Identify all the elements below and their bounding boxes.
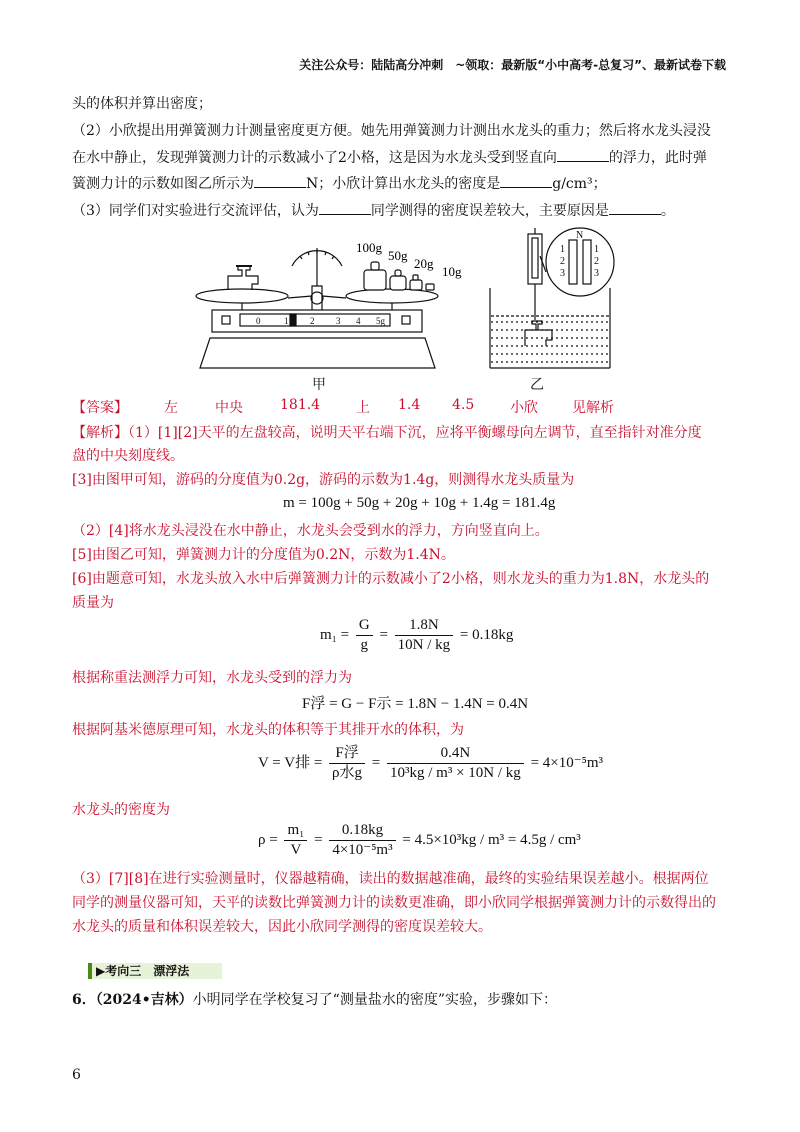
formula-result: = 4×10⁻⁵m³: [530, 754, 604, 771]
frac-num: 0.4N: [387, 745, 524, 764]
weight-label: 100g: [356, 240, 382, 255]
question-text: 同学测得的密度误差较大，主要原因是: [370, 203, 609, 219]
scale-label: 1: [284, 316, 289, 326]
analysis-line: [6]由题意可知，水龙头放入水中后弹簧测力计的示数减小了2小格，则水龙头的重力为1.8N，水龙头的: [72, 571, 710, 587]
question-source: （2024•吉林）: [95, 992, 193, 1008]
weight-label: 10g: [442, 264, 462, 279]
question-text: （3）同学们对实验进行交流评估，认为: [72, 203, 319, 219]
question-text: N；小欣计算出水龙头的密度是: [306, 176, 501, 192]
analysis-line: （3）[7][8]在进行实验测量时，仪器越精确，读出的数据越准确，最终的实验结果误差越小。根据两位: [72, 871, 709, 887]
frac-num: F浮: [329, 745, 365, 764]
scale-label: 4: [356, 316, 361, 326]
formula-result: = 0.18kg: [459, 626, 514, 643]
scale-label: 3: [594, 268, 599, 279]
formula-eq: =: [379, 626, 388, 643]
question-text: 的浮力，此时弹: [608, 150, 707, 166]
question-line: [72, 200, 675, 221]
figure-caption-right: 乙: [530, 377, 544, 393]
analysis-line: 【解析】（1）[1][2]天平的左盘较高，说明天平右端下沉，应将平衡螺母向左调节，直至指针对准分度: [72, 425, 702, 441]
frac-den: 4×10⁻⁵m³: [332, 842, 393, 858]
answer-item: 小欣: [510, 400, 538, 416]
formula-eq: =: [314, 831, 323, 848]
formula-volume: [258, 745, 603, 782]
frac-num: 0.18kg: [329, 822, 395, 841]
figure-caption-left: 甲: [312, 377, 326, 393]
scale-label: 1: [560, 244, 565, 255]
formula-lhs: ρ =: [258, 831, 278, 848]
analysis-line: [3]由图甲可知，游码的分度值为0.2g，游码的示数为1.4g，则测得水龙头质量为: [72, 472, 575, 488]
weight-label: 50g: [388, 248, 408, 263]
analysis-line: [5]由图乙可知，弹簧测力计的分度值为0.2N，示数为1.4N。: [72, 547, 455, 563]
formula-m1: [320, 617, 513, 654]
answer-blank: [609, 200, 661, 215]
question-text: 在水中静止，发现弹簧测力计的示数减小了2小格，这是因为水龙头受到竖直向: [72, 150, 557, 166]
formula-lhs: m₁ =: [320, 626, 350, 643]
section-tag: ▶考向三 漂浮法: [88, 963, 222, 979]
answer-item: 见解析: [572, 400, 614, 416]
question-line: （2）小欣提出用弹簧测力计测量密度更方便。她先用弹簧测力计测出水龙头的重力；然后将水龙头浸没: [72, 123, 711, 139]
question-6: [72, 990, 557, 1010]
analysis-line: 同学的测量仪器可知，天平的读数比弹簧测力计的读数更准确，即小欣同学根据弹簧测力计的示数得出的: [72, 895, 716, 911]
formula-buoyancy: F浮 = G − F示 = 1.8N − 1.4N = 0.4N: [302, 696, 529, 712]
formula-result: = 4.5×10³kg / m³ = 4.5g / cm³: [402, 831, 581, 848]
answer-item: 上: [356, 400, 370, 416]
answer-blank: [254, 173, 306, 188]
analysis-line: 水龙头的质量和体积误差较大，因此小欣同学测得的密度误差较大。: [72, 919, 492, 935]
question-number: 6．: [72, 992, 96, 1008]
answer-item: 1.4: [398, 397, 421, 413]
answer-label: 【答案】: [72, 400, 128, 416]
answer-blank: [557, 147, 609, 162]
answer-item: 4.5: [452, 397, 475, 413]
formula-eq: =: [371, 754, 381, 771]
answer-item: 左: [164, 400, 178, 416]
question-text: 小明同学在学校复习了“测量盐水的密度”实验，步骤如下：: [192, 992, 557, 1008]
page-header: 关注公众号：陆陆高分冲刺 ~领取：最新版“小中高考-总复习”、最新试卷下载: [299, 58, 726, 72]
frac-den: 10N / kg: [397, 637, 451, 653]
analysis-line: 盘的中央刻度线。: [72, 448, 184, 464]
question-text: 簧测力计的示数如图乙所示为: [72, 176, 254, 192]
analysis-line: （2）[4]将水龙头浸没在水中静止，水龙头会受到水的浮力，方向竖直向上。: [72, 523, 549, 539]
formula-density: [258, 822, 581, 859]
answer-item: 中央: [215, 400, 243, 416]
analysis-line: 水龙头的密度为: [72, 802, 170, 818]
answer-blank: [319, 200, 371, 215]
frac-num: G: [356, 617, 373, 636]
page-number: 6: [72, 1067, 81, 1083]
question-line: [72, 147, 707, 168]
experiment-figure: [180, 226, 630, 376]
scale-label: 3: [336, 316, 341, 326]
analysis-line: 根据阿基米德原理可知，水龙头的体积等于其排开水的体积，为: [72, 722, 464, 738]
frac-num: 1.8N: [395, 617, 454, 636]
balance-illustration: [196, 248, 438, 368]
frac-den: V: [290, 842, 302, 858]
frac-den: g: [360, 637, 369, 653]
frac-den: 10³kg / m³ × 10N / kg: [390, 765, 521, 781]
formula-lhs: V = V排 =: [258, 754, 323, 771]
frac-num: m₁: [284, 822, 307, 841]
scale-label: 3: [560, 268, 565, 279]
answer-blank: [500, 173, 552, 188]
answer-item: 181.4: [280, 397, 321, 413]
scale-label: 2: [310, 316, 315, 326]
question-line: [72, 173, 607, 194]
scale-label: 5g: [376, 316, 385, 326]
weight-label: 20g: [414, 256, 434, 271]
scale-label: N: [576, 230, 584, 241]
frac-den: ρ水g: [332, 765, 363, 781]
scale-label: 1: [594, 244, 599, 255]
scale-label: 2: [560, 256, 565, 267]
question-line: 头的体积并算出密度；: [72, 96, 212, 112]
analysis-line: 根据称重法测浮力可知，水龙头受到的浮力为: [72, 670, 352, 686]
scale-label: 0: [256, 316, 261, 326]
question-text: 。: [660, 203, 675, 219]
scale-label: 2: [594, 256, 599, 267]
formula-mass: m = 100g + 50g + 20g + 10g + 1.4g = 181.4g: [283, 495, 556, 511]
question-text: g/cm³；: [552, 176, 607, 192]
analysis-line: 质量为: [72, 595, 114, 611]
